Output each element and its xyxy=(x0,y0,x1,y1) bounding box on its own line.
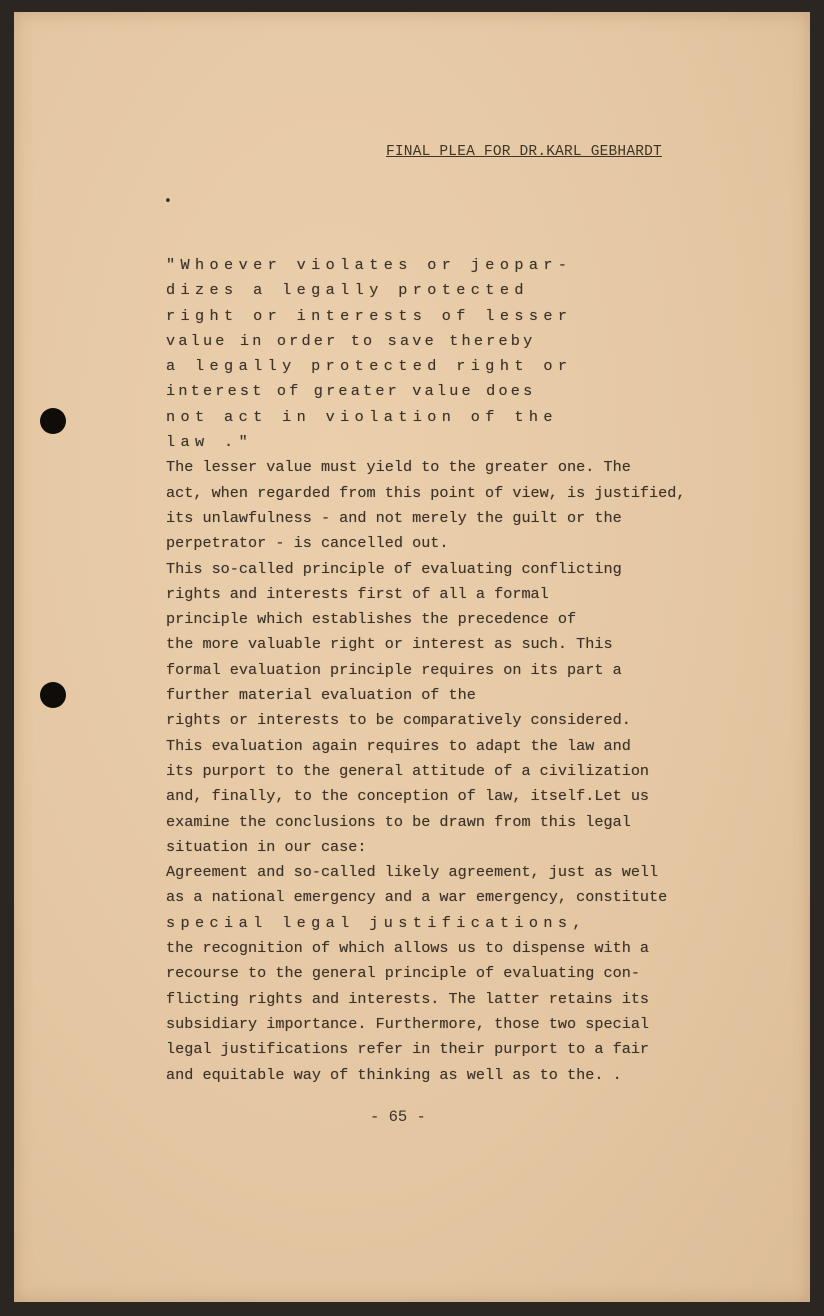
text-line: interest of greater value does xyxy=(166,382,536,401)
ink-speck: • xyxy=(164,194,172,209)
text-line: its unlawfulness - and not merely the guilt or the xyxy=(166,508,622,527)
text-line: rights or interests to be comparatively considered. xyxy=(166,711,631,730)
text-line: rights and interests first of all a formal xyxy=(166,584,549,603)
text-line: a legally protected right or xyxy=(166,357,573,376)
document-header: FINAL PLEA FOR DR.KARL GEBHARDT xyxy=(386,144,662,160)
text-line: special legal justifications, xyxy=(166,913,587,932)
text-line: "Whoever violates or jeopar- xyxy=(166,256,573,274)
text-line: situation in our case: xyxy=(166,837,367,856)
text-line: recourse to the general principle of evaluating con- xyxy=(166,964,640,983)
page-number: - 65 - xyxy=(370,1108,426,1126)
text-line: further material evaluation of the xyxy=(166,686,476,705)
text-line: and equitable way of thinking as well as to the. . xyxy=(166,1065,622,1084)
text-line: law ." xyxy=(166,433,254,452)
text-line: and, finally, to the conception of law, itself.Let us xyxy=(166,787,650,806)
text-line: This so-called principle of evaluating conflicting xyxy=(166,559,622,578)
document-body xyxy=(166,253,766,1088)
text-line: the recognition of which allows us to dispense with a xyxy=(166,939,650,958)
text-line: dizes a legally protected xyxy=(166,281,529,300)
text-line: its purport to the general attitude of a civilization xyxy=(166,761,650,780)
document-page xyxy=(14,12,810,1302)
text-line: the more valuable right or interest as such. This xyxy=(166,635,613,654)
punch-hole xyxy=(40,682,66,708)
text-line: formal evaluation principle requires on its part a xyxy=(166,660,622,679)
text-line: principle which establishes the precedence of xyxy=(166,610,577,629)
punch-hole xyxy=(40,408,66,434)
text-line: act, when regarded from this point of view, is justified, xyxy=(166,483,686,502)
text-line: This evaluation again requires to adapt the law and xyxy=(166,736,631,755)
text-line: examine the conclusions to be drawn from this legal xyxy=(166,812,631,831)
text-line: value in order to save thereby xyxy=(166,331,536,350)
text-line: legal justifications refer in their purport to a fair xyxy=(166,1040,650,1059)
text-line: subsidiary importance. Furthermore, those two special xyxy=(166,1014,650,1033)
text-line: not act in violation of the xyxy=(166,407,558,426)
text-line: Agreement and so-called likely agreement, just as well xyxy=(166,863,659,882)
text-line: right or interests of lesser xyxy=(166,306,573,325)
text-line: The lesser value must yield to the greater one. The xyxy=(166,458,631,477)
text-line: flicting rights and interests. The latter retains its xyxy=(166,989,650,1008)
text-line: as a national emergency and a war emergency, constitute xyxy=(166,888,668,907)
text-line: perpetrator - is cancelled out. xyxy=(166,534,449,553)
